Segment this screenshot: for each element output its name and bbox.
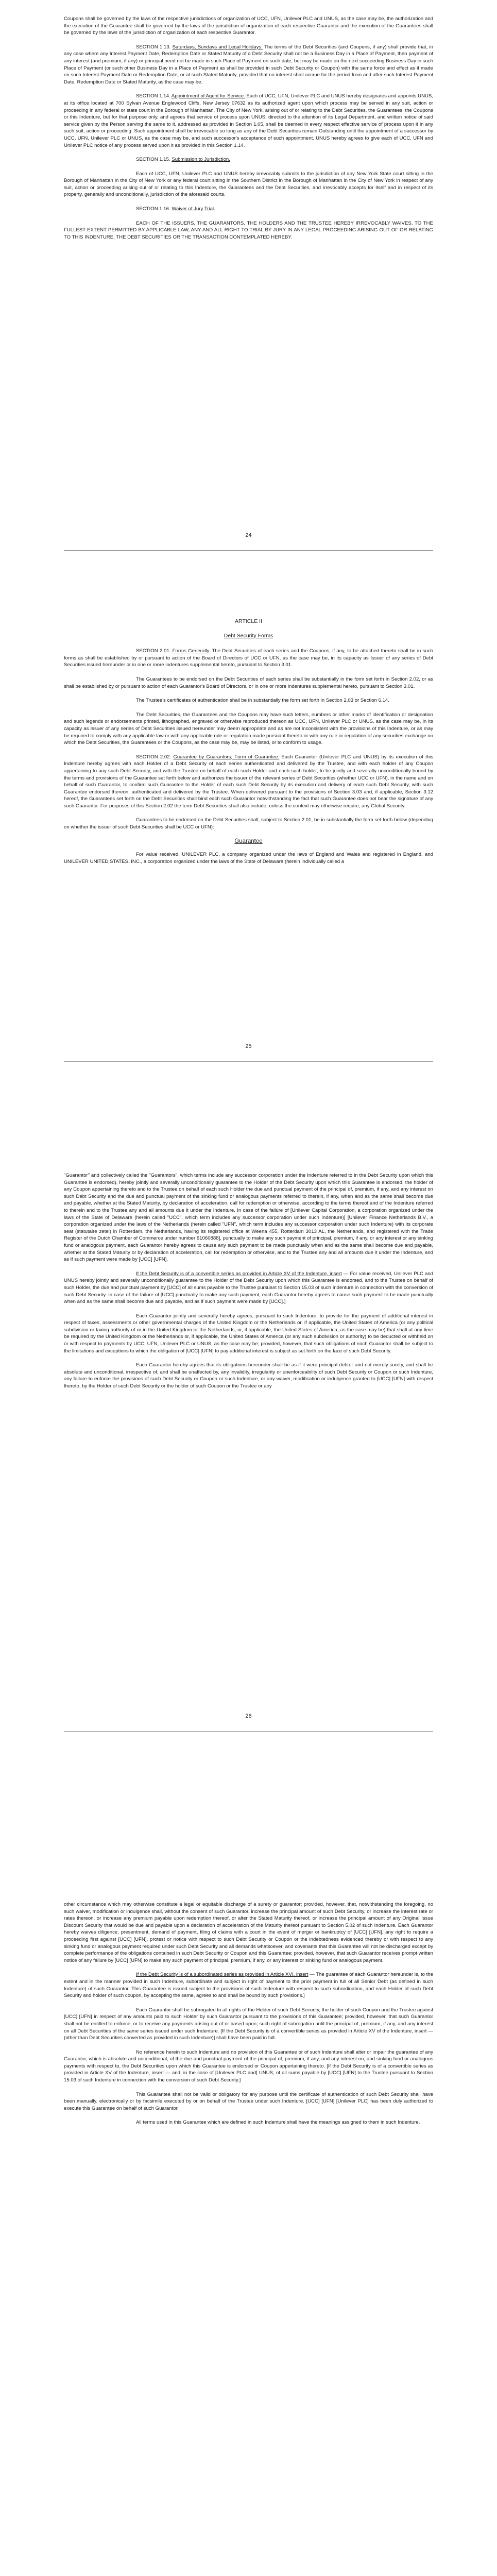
- paragraph: Guarantees to be endorsed on the Debt Securities shall, subject to Section 2.01, be in substantially the form set forth below (depending on whether the issuer of such Debt Securities shall be UCC or UFN):: [64, 817, 433, 831]
- paragraph: If the Debt Security is of a subordinated series as provided in Article XVI, insert — The guarantee of each Guarantor hereunder is, to the extent and in the manner provided in such Indenture, subordinate and subject in right of payment to the prior payment in full of all Senior Debt (as defined in such Indenture) of such Guarantor. This Guarantee is issued subject to the provisions of such Indenture with respect to such subordination, and each Holder of such Debt Security and holder of such coupon, by accepting the same, agrees to and shall be bound by such provisions.]: [64, 1972, 433, 1999]
- paragraph: The Trustee's certificates of authentication shall be in substantially the form set forth in Section 2.03 or Section 6.14.: [136, 698, 389, 704]
- page-number: 26: [245, 1713, 252, 1719]
- section-paragraph: SECTION 1.14. Appointment of Agent for Service. Each of UCC, UFN, Unilever PLC and UNUS hereby designates and appoints UNUS, at its office located at 700 Sylvan Avenue Englewood Cliffs, New Jersey 07632 as its authorized agent upon which process may be served in any suit, action or proceeding in any federal or state court in the Borough of Manhattan, The City of New York, arising out of or relating to the Debt Securities, the Guarantees, the Coupons or this Indenture, but for that purpose only, and agrees that service of process upon UNUS, directed to the attention of its Legal Department, and written notice of said service given by the Person serving the same to it, addressed as provided in Section 1.05, shall be deemed in every respect effective service of process upon it in any such suit, action or proceeding. Such appointment shall be irrevocable so long as any of the Debt Securities remain Outstanding until the appointment of a successor by UCC, UFN, Unilever PLC or UNUS, as the case may be, and such successor's acceptance of such appointment. UNUS hereby agrees to give each of UCC, UFN and Unilever PLC notice of any process served upon it as provided in this Section 1.14.: [64, 93, 433, 148]
- page-24-body: [64, 15, 433, 241]
- paragraph: other circumstance which may otherwise constitute a legal or equitable discharge of a surety or guarantor; provided, however, that, notwithstanding the foregoing, no such waiver, modification or indulgence shall, without the consent of such Guarantor, increase the principal amount of such Debt Security, or increase the interest rate or rates thereon, or increase any premium payable upon redemption thereof, or alter the Stated Maturity thereof, or increase the principal amount of any Original Issue Discount Security that would be due and payable upon a declaration of acceleration of the Maturity thereof pursuant to Section 5.02 of such Indenture. Each Guarantor hereby waives diligence, presentment, demand of payment, filing of claims with a court in the event of merger or bankruptcy of [UCC] [UFN], any right to require a proceeding first against [UCC] [UFN], protest or notice with respect to such Debt Security or Coupon or the indebtedness evidenced thereby or with respect to any sinking fund or analogous payment required under such Debt Security and all demands whatsoever, and covenants that this Guarantee will not be discharged except by complete performance of the obligations contained in such Debt Security or Coupon and this Guarantee; provided, however, that such Guarantor receives prompt written notice of any failure by [UCC] [UFN] to make any such payment of principal, premium, if any, or any interest or sinking fund or analogous payment.: [64, 1902, 433, 1963]
- page-divider: [64, 1061, 433, 1062]
- section-heading: SECTION 1.15. Submission to Jurisdiction.: [136, 157, 230, 163]
- section-paragraph: SECTION 2.02. Guarantee by Guarantors; Form of Guarantee. Each Guarantor (Unilever PLC and UNUS) by its execution of this Indenture hereby agrees with each Holder of a Debt Security of each series authenticated and delivered by the Trustee, and with each holder of any Coupon appertaining to any such Debt Security, and with the Trustee on behalf of each such Holder and each such holder, to be jointly and severally unconditionally bound by the terms and provisions of the Guarantee set forth below and authorizes the issuer of the relevant series of Debt Securities (whether UCC or UFN), in the name and on behalf of such Guarantor, to confirm such Guarantee to the Holder of each such Debt Security by its execution and delivery of each such Debt Security, with such Guarantee endorsed thereon, authenticated and delivered by the Trustee. When delivered pursuant to the provisions of Section 3.03 and, if applicable, Section 3.12 hereof, the Guarantees set forth on the Debt Securities shall bind each such Guarantor notwithstanding the fact that such Guarantee does not bear the signature of any such Guarantor. For purposes of this Section 2.02 the term Debt Securities shall also include, unless the context may otherwise require, any Global Security.: [64, 754, 433, 809]
- page-divider: [64, 550, 433, 551]
- guarantee-heading: Guarantee: [234, 838, 263, 844]
- paragraph: Coupons shall be governed by the laws of the respective jurisdictions of organization of UCC, UFN, Unilever PLC and UNUS, as the case may be, the authorization and the execution of the Guarantee shall be governed by the laws of the jurisdiction of organization of each respective Guarantor and the execution of the Guarantees shall be governed by the laws of the jurisdiction of organization of each respective Guarantor.: [64, 16, 433, 36]
- section-paragraph: SECTION 1.13. Saturdays, Sundays and Legal Holidays. The terms of the Debt Securities (and Coupons, if any) shall provide that, in any case where any Interest Payment Date, Redemption Date or Stated Maturity of a Debt Security shall not be a Business Day in a Place of Payment, then payment of any interest (and premium, if any) or principal need not be made in such Place of Payment on such date, but may be made on the next succeeding Business Day in such Place of Payment (or such other Business Day in a Place of Payment as shall be provided in such Debt Security or Coupon) with the same force and effect as if made on such Interest Payment Date or Redemption Date, or at such Stated Maturity, provided that no interest shall accrue for the period from and after such Interest Payment Date, Redemption Date or Stated Maturity, as the case may be.: [64, 44, 433, 85]
- page-26-body: [64, 1172, 433, 1390]
- page-27-body: [64, 1901, 433, 2126]
- paragraph: Each Guarantor hereby agrees that its obligations hereunder shall be as if it were principal debtor and not merely surety, and shall be absolute and unconditional, irrespective of, and shall be unaffected by, any invalidity, irregularity or unenforceability of such Debt Security or Coupon or such Indenture, any failure to enforce the provisions of such Debt Security or Coupon or such Indenture, or any waiver, modification or indulgence granted to [UCC] [UFN] with respect thereto, by the Holder of such Debt Security or the holder of such Coupon or the Trustee or any: [64, 1362, 433, 1389]
- paragraph: The Guarantees to be endorsed on the Debt Securities of each series shall be substantially in the form set forth in Section 2.02, or as shall be established by or pursuant to action of each Guarantor's Board of Directors, or in one or more indentures supplemental hereto, pursuant to Section 3.01.: [64, 676, 433, 689]
- page-25-body: [64, 618, 433, 865]
- paragraph: "Guarantor" and collectively called the "Guarantors", which terms include any successor corporation under the Indenture referred to in the Debt Security upon which this Guarantee is endorsed), hereby jointly and severally unconditionally guarantee to the Holder of the Debt Security upon which this Guarantee is endorsed, the holder of any Coupon appertaining thereto and to the Trustee on behalf of each such Holder the due and punctual payment of the principal of, premium, if any, and any interest on such Debt Security and the due and punctual payment of the sinking fund or analogous payments referred to therein, if any, when and as the same shall become due and payable, whether at the Stated Maturity, by declaration of acceleration, call for redemption or otherwise, according to the terms thereof and of the Indenture referred to therein and to the Trustee any and all amounts due it under the Indenture. In case of the failure of [Unilever Capital Corporation, a corporation organized under the laws of the State of Delaware (herein called "UCC", which term includes any successor corporation under such Indenture)] [Unilever Finance Netherlands B.V., a corporation organized under the laws of the Netherlands (herein called "UFN", which term includes any successor corporation under such Indenture) with its corporate seat (statutaire zetel) in Rotterdam, the Netherlands, having its registered office at Weena 455, Rotterdam 3013 AL, the Netherlands, and registered with the Trade Register of the Dutch Chamber of Commerce under number 61060888], punctually to make any such payment of principal, premium, if any, or any interest or any sinking fund or analogous payment, each Guarantor hereby agrees to cause any such payment to be made punctually when and as the same shall become due and payable, whether at the Stated Maturity or by declaration of acceleration, call for redemption or otherwise, and to the Trustee any and all amounts due it under the Indenture, and as if such payment were made by [UCC] [UFN].: [64, 1173, 433, 1263]
- paragraph: For value received, UNILEVER PLC, a company organized under the laws of England and Wales and registered in England, and UNILEVER UNITED STATES, INC., a corporation organized under the laws of the State of Delaware (herein individually called a: [64, 852, 433, 865]
- page-number: 25: [245, 1043, 252, 1049]
- section-paragraph: SECTION 2.01. Forms Generally. The Debt Securities of each series and the Coupons, if any, to be attached thereto shall be in such forms as shall be established by or pursuant to action of the Board of Directors of UCC or UFN, as the case may be, in its capacity as Issuer of any series of Debt Securities issued hereunder or in one or more indentures supplemental hereto, pursuant to Section 3.01.: [64, 648, 433, 668]
- page-number: 24: [245, 532, 252, 538]
- paragraph: No reference herein to such Indenture and no provision of this Guarantee or of such Indenture shall alter or impair the guarantee of any Guarantor, which is absolute and unconditional, of the due and punctual payment of the principal of, premium, if any, and any interest on, and sinking fund or analogous payments with respect to, the Debt Securities upon which this Guarantee is endorsed or Coupon appertaining thereto. [If the Debt Security is of a convertible series as provided in Article XV of the Indenture, insert — and, in the case of [Unilever PLC and] UNUS, of all sums payable by [UCC] [UFN] to the Trustee pursuant to Section 15.03 of such Indenture in connection with the conversion of such Debt Security.]: [64, 2049, 433, 2083]
- article-title: Debt Security Forms: [224, 632, 273, 639]
- paragraph: The Debt Securities, the Guarantees and the Coupons may have such letters, numbers or other marks of identification or designation and such legends or endorsements printed, lithographed, engraved or otherwise reproduced thereon as UCC, UFN, Unilever PLC or UNUS, as the case may be, in its capacity as Issuer of any series of Debt Securities issued hereunder may deem appropriate and as are not inconsistent with the provisions of this Indenture, or as may be required to comply with any applicable law or with any applicable rule or regulation made pursuant thereto or with any rule or regulation of any securities exchange on which the Debt Securities, the Guarantees or the Coupons, as the case may be, may be listed, or to conform to usage.: [64, 711, 433, 746]
- paragraph: Each Guarantor shall be subrogated to all rights of the Holder of such Debt Security, the holder of such Coupon and the Trustee against [UCC] [UFN] in respect of any amounts paid to such Holder by such Guarantor pursuant to the provisions of this Guarantee; provided, however, that such Guarantor shall not be entitled to enforce, or to receive any payments arising out of or based upon, such right of subrogation until the principal of, premium, if any, and any interest on all Debt Securities of the same series issued under such Indenture. [If the Debt Security is of a convertible series as provided in Article XV of the Indenture, insert — (other than Debt Securities converted as provided in such Indenture)] shall have been paid in full.: [64, 2007, 433, 2041]
- page-divider: [64, 1731, 433, 1732]
- paragraph: All terms used in this Guarantee which are defined in such Indenture shall have the meanings assigned to them in such Indenture.: [136, 2120, 420, 2126]
- paragraph: If the Debt Security is of a convertible series as provided in Article XV of the Indenture, insert — For value received, Unilever PLC and UNUS hereby jointly and severally unconditionally guarantee to the Holder of the Debt Security upon which this Guarantee is endorsed, and to the Trustee on behalf of such Holder, the due and punctual payment by [UCC] of all sums payable to the Trustee pursuant to Section 15.03 of such Indenture in connection with the conversion of such Debt Security. In case of the failure of [UCC] punctually to make any such payment, each Guarantor hereby agrees to cause such payment to be made punctually when and as the same shall become due and payable, and as if such payment were made by [UCC].]: [64, 1270, 433, 1305]
- paragraph: Each of UCC, UFN, Unilever PLC and UNUS hereby irrevocably submits to the jurisdiction of any New York State court sitting in the Borough of Manhattan in the City of New York or any federal court sitting in the Southern District in the Borough of Manhattan in the City of New York in respect of any suit, action or proceeding arising out of or relating to this Indenture, the Guarantees and the Debt Securities, and irrevocably accepts for itself and in respect of its property, generally and unconditionally, jurisdiction of the aforesaid courts.: [64, 171, 433, 198]
- paragraph: This Guarantee shall not be valid or obligatory for any purpose until the certificate of authentication of such Debt Security shall have been manually, electronically or by facsimile executed by or on behalf of the Trustee under such Indenture. [UCC] [UFN] [Unilever PLC] has been duly authorized to execute this Guarantee on behalf of such Guarantor.: [64, 2091, 433, 2111]
- paragraph: EACH OF THE ISSUERS, THE GUARANTORS, THE HOLDERS AND THE TRUSTEE HEREBY IRREVOCABLY WAIVES, TO THE FULLEST EXTENT PERMITTED BY APPLICABLE LAW, ANY AND ALL RIGHT TO TRIAL BY JURY IN ANY LEGAL PROCEEDING ARISING OUT OF OR RELATING TO THIS INDENTURE, THE DEBT SECURITIES OR THE TRANSACTION CONTEMPLATED HEREBY.: [64, 220, 433, 240]
- section-heading: SECTION 1.16. Waiver of Jury Trial.: [136, 206, 215, 212]
- article-heading: ARTICLE II: [235, 618, 262, 624]
- paragraph: Each Guarantor jointly and severally hereby agrees, pursuant to such Indenture, to provide for the payment of additional interest in respect of taxes, assessments or other governmental charges of the United Kingdom or the Netherlands or, if applicable, the United States of America (or any political subdivision or taxing authority of or in the United Kingdom or the Netherlands, or, if applicable, the United States of America, as the case may be) that shall at any time be required by the United Kingdom or the Netherlands or, if applicable, the United States of America (or any such subdivision or authority) to be deducted or withheld on or with respect to payments by UCC, UFN, Unilever PLC or UNUS, as the case may be; provided, however, that such obligations of each Guarantor shall be subject to the limitations and exceptions to which the obligation of [UCC] [UFN] to pay additional interest is subject as set forth on the face of such Debt Security.: [64, 1313, 433, 1354]
